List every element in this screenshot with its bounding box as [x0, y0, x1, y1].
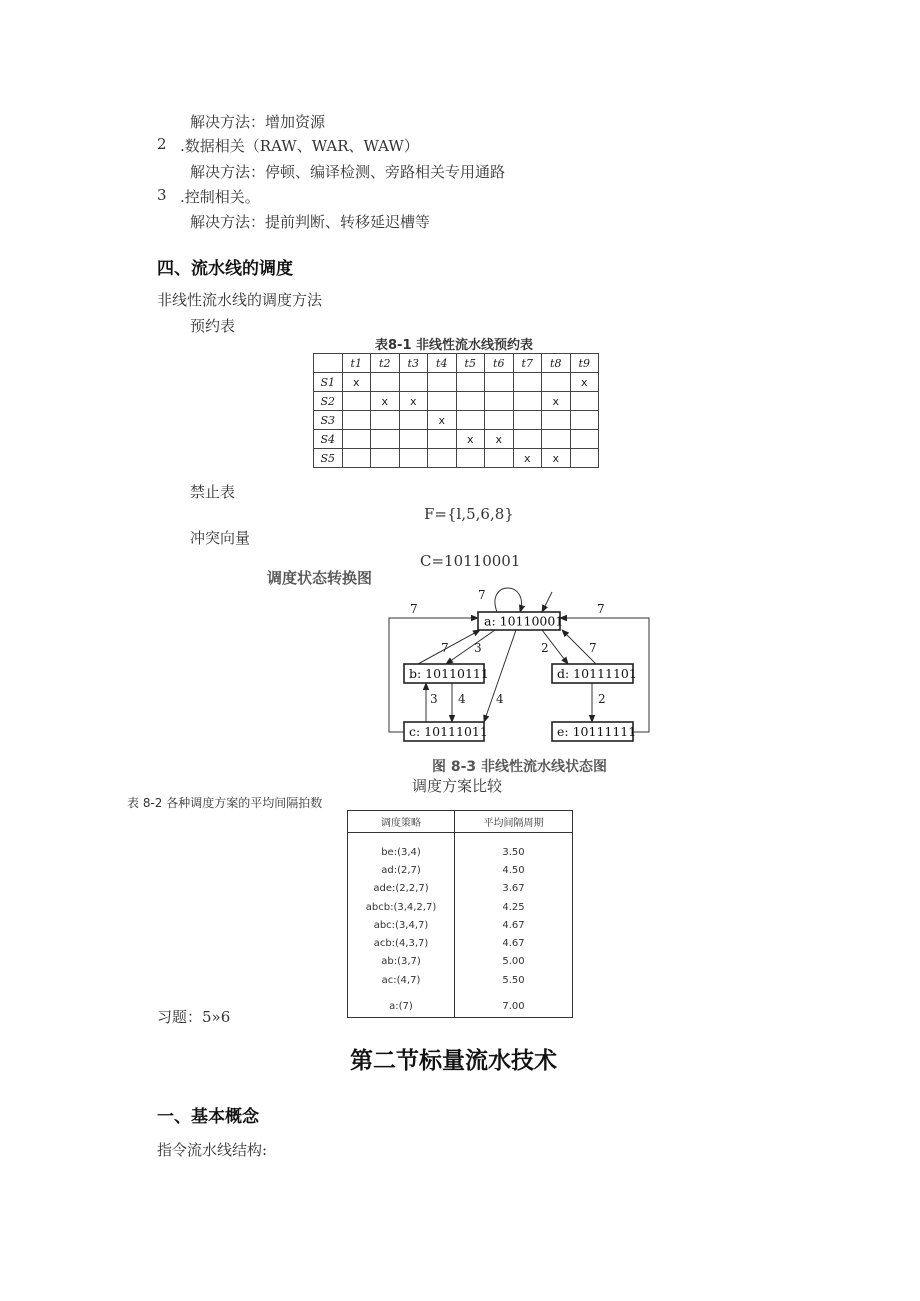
reservation-column-header: t2: [371, 354, 400, 373]
reservation-column-header: t3: [399, 354, 428, 373]
stage-label: S2: [314, 392, 343, 411]
schedule-strategy-cell: abcb:(3,4,2,7): [348, 898, 455, 916]
state-node-d: [552, 664, 637, 683]
reservation-cell: x: [371, 392, 400, 411]
schedule-row: [348, 971, 573, 989]
schedule-strategy-cell: a:(7): [348, 989, 455, 1018]
reservation-column-header: t1: [342, 354, 371, 373]
schedule-row: [348, 861, 573, 879]
header-strategy: 调度策略: [348, 811, 455, 833]
table1-caption: 表8-1 非线性流水线预约表: [375, 338, 534, 353]
label-c-b: 3: [430, 692, 438, 706]
solution-line-2: 解决方法：停顿、编译检测、旁路相关专用通路: [190, 163, 506, 181]
schedule-interval-cell: 4.67: [455, 934, 573, 952]
self-loop-edge: [495, 588, 522, 612]
reservation-cell: x: [456, 430, 485, 449]
schedule-row: [348, 880, 573, 898]
subheading-nonlinear: 非线性流水线的调度方法: [157, 291, 323, 309]
schedule-interval-cell: 4.50: [455, 861, 573, 879]
data-hazard-line: .数据相关（RAW、WAR、WAW）: [180, 137, 419, 155]
solution-line-1: 解决方法：增加资源: [190, 113, 326, 131]
schedule-row: [348, 953, 573, 971]
reservation-column-header: t8: [542, 354, 571, 373]
forbid-label: 禁止表: [190, 483, 236, 501]
state-label-d: d: 10111101: [557, 666, 637, 681]
label-b-a: 7: [441, 641, 449, 655]
schedule-row: [348, 833, 573, 862]
reservation-cell: x: [542, 449, 571, 468]
reservation-cell: x: [570, 373, 599, 392]
schedule-strategy-cell: ade:(2,2,7): [348, 880, 455, 898]
reservation-column-header: t7: [513, 354, 542, 373]
control-hazard-line: .控制相关。: [180, 188, 260, 206]
schedule-row: [348, 934, 573, 952]
state-node-b: [404, 664, 489, 683]
reservation-cell: x: [485, 430, 514, 449]
section-title-scalar-pipeline: 第二节标量流水技术: [350, 1048, 557, 1074]
schedule-strategy-cell: be:(3,4): [348, 833, 455, 862]
state-label-b: b: 10110111: [409, 666, 489, 681]
entry-arrow: [542, 592, 552, 612]
schedule-strategy-cell: ac:(4,7): [348, 971, 455, 989]
schedule-strategy-cell: abc:(3,4,7): [348, 916, 455, 934]
reservation-label: 预约表: [190, 317, 236, 335]
header-average-interval: 平均间隔周期: [455, 811, 573, 833]
schedule-row: [348, 916, 573, 934]
schedule-strategy-cell: ab:(3,7): [348, 953, 455, 971]
diagram-title: 调度状态转换图: [267, 569, 373, 587]
schedule-interval-cell: 4.67: [455, 916, 573, 934]
state-node-c: [404, 722, 488, 741]
figure-caption: 图 8-3 非线性流水线状态图: [432, 759, 608, 775]
state-node-a: [478, 612, 563, 630]
compare-label: 调度方案比较: [412, 777, 503, 795]
schedule-interval-cell: 7.00: [455, 989, 573, 1018]
reservation-cell: x: [342, 373, 371, 392]
label-a-c: 4: [496, 692, 504, 706]
stage-label: S5: [314, 449, 343, 468]
exercise-line: 习题：5»6: [157, 1008, 231, 1026]
item-number-3: 3: [157, 186, 167, 204]
schedule-row: [348, 898, 573, 916]
label-d-a: 7: [589, 641, 597, 655]
label-e-a: 7: [597, 602, 605, 616]
stage-label: S1: [314, 373, 343, 392]
item-number-2: 2: [157, 135, 167, 153]
schedule-interval-cell: 3.50: [455, 833, 573, 862]
schedule-strategy-cell: acb:(4,3,7): [348, 934, 455, 952]
label-c-a: 7: [410, 602, 418, 616]
reservation-column-header: t5: [456, 354, 485, 373]
stage-label: S4: [314, 430, 343, 449]
schedule-strategy-cell: ad:(2,7): [348, 861, 455, 879]
section-heading-scheduling: 四、流水线的调度: [157, 259, 293, 279]
stage-label: S3: [314, 411, 343, 430]
table2-caption: 表 8-2 各种调度方案的平均间隔拍数: [127, 796, 323, 810]
label-self: 7: [478, 588, 486, 602]
label-b-c: 4: [458, 692, 466, 706]
reservation-cell: x: [399, 392, 428, 411]
heading-basic-concepts: 一、基本概念: [157, 1107, 259, 1127]
reservation-cell: x: [542, 392, 571, 411]
label-d-e: 2: [598, 692, 606, 706]
state-label-c: c: 10111011: [409, 724, 488, 739]
state-label-a: a: 10110001: [484, 613, 564, 629]
reservation-cell: x: [428, 411, 457, 430]
reservation-column-header: t4: [428, 354, 457, 373]
state-node-e: [552, 722, 636, 741]
conflict-value: C=10110001: [420, 552, 521, 570]
reservation-column-header: t9: [570, 354, 599, 373]
instruction-pipeline-line: 指令流水线结构:: [157, 1141, 268, 1159]
schedule-interval-cell: 4.25: [455, 898, 573, 916]
reservation-cell: x: [513, 449, 542, 468]
schedule-comparison-table: [347, 810, 573, 1018]
schedule-row: [348, 989, 573, 1018]
conflict-label: 冲突向量: [190, 529, 251, 547]
state-label-e: e: 10111111: [557, 724, 637, 739]
label-a-d: 2: [541, 641, 549, 655]
schedule-interval-cell: 3.67: [455, 880, 573, 898]
schedule-interval-cell: 5.50: [455, 971, 573, 989]
label-a-b: 3: [474, 641, 482, 655]
solution-line-3: 解决方法：提前判断、转移延迟槽等: [190, 213, 431, 231]
schedule-interval-cell: 5.00: [455, 953, 573, 971]
reservation-column-header: t6: [485, 354, 514, 373]
forbid-value: F={l,5,6,8}: [424, 505, 514, 523]
